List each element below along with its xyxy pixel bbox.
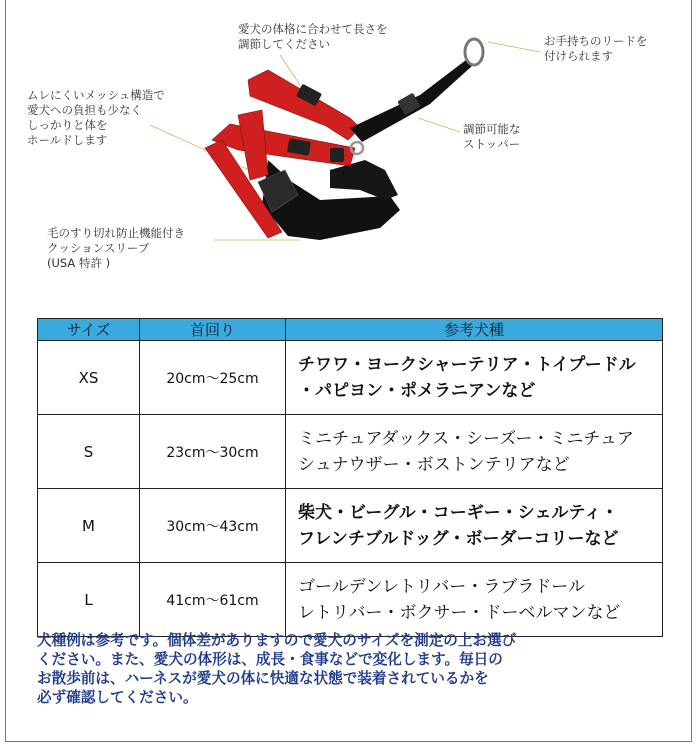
callout-mesh [27,88,165,148]
cushion-sleeve-upper [330,160,398,200]
size-table [37,318,663,637]
leader-line-stopper [418,118,460,132]
callout-length-line: 愛犬の体格に合わせて長さを [238,22,388,36]
breeds-line: ゴールデンレトリバー・ラブラドール [298,576,586,597]
breeds-line: ミニチュアダックス・シーズー・ミニチュア [298,428,634,449]
callout-sleeve [47,226,185,271]
leader-line-leash [488,42,540,52]
breeds-line: フレンチブルドッグ・ボーダーコリーなど [298,528,619,549]
table-header-row [38,319,663,341]
callout-stopper [463,122,521,152]
size-cell: L [38,563,140,637]
neck-cell: 30cm〜43cm [140,489,286,563]
table-row [38,415,663,489]
breeds-cell [286,415,663,489]
breeds-cell [286,341,663,415]
callout-length [238,22,388,52]
header-neck: 首回り [140,319,286,341]
breeds-cell [286,489,663,563]
strap-top [248,70,360,140]
header-size: サイズ [38,319,140,341]
callout-sleeve-line: (USA 特許 ) [47,256,111,270]
breeds-line: シュナウザー・ボストンテリアなど [298,454,570,475]
table-row [38,563,663,637]
breeds-line: ・パピヨン・ポメラニアンなど [298,380,536,401]
breeds-line: チワワ・ヨークシャーテリア・トイプードル [298,354,636,375]
note-line: お散歩前は、ハーネスが愛犬の体に快適な状態で装着されているかを [37,670,489,687]
disclaimer-note [37,631,667,707]
callout-length-line: 調節してください [238,37,330,51]
callout-mesh-line: ホールドします [27,133,108,147]
note-line: 犬種例は参考です。個体差がありますので愛犬のサイズを測定の上お選び [37,632,517,649]
table-row [38,341,663,415]
callout-stopper-line: 調節可能な [463,122,521,136]
breeds-line: 柴犬・ビーグル・コーギー・シェルティ・ [298,502,619,523]
callout-stopper-line: ストッパー [463,137,521,151]
callout-sleeve-line: 毛のすり切れ防止機能付き [47,226,185,240]
callout-leash-line: 付けられます [544,49,613,63]
callout-mesh-line: しっかりと体を [27,118,108,132]
header-breeds: 参考犬種 [286,319,663,341]
callout-leash-line: お手持ちのリードを [544,34,648,48]
note-line: 必ず確認してください。 [37,689,198,706]
callout-leash [544,34,648,64]
note-line: ください。また、愛犬の体形は、成長・食事などで変化します。毎日の [37,651,503,668]
breeds-line: レトリバー・ボクサー・ドーベルマンなど [298,602,621,623]
size-cell: M [38,489,140,563]
size-cell: S [38,415,140,489]
slider [330,148,344,162]
size-cell: XS [38,341,140,415]
callout-mesh-line: 愛犬への負担も少なく [27,103,142,117]
breeds-cell [286,563,663,637]
callout-sleeve-line: クッションスリーブ [47,241,150,255]
neck-cell: 20cm〜25cm [140,341,286,415]
neck-cell: 41cm〜61cm [140,563,286,637]
table-row [38,489,663,563]
neck-cell: 23cm〜30cm [140,415,286,489]
lead-ring [465,39,483,65]
callout-mesh-line: ムレにくいメッシュ構造で [27,88,165,102]
